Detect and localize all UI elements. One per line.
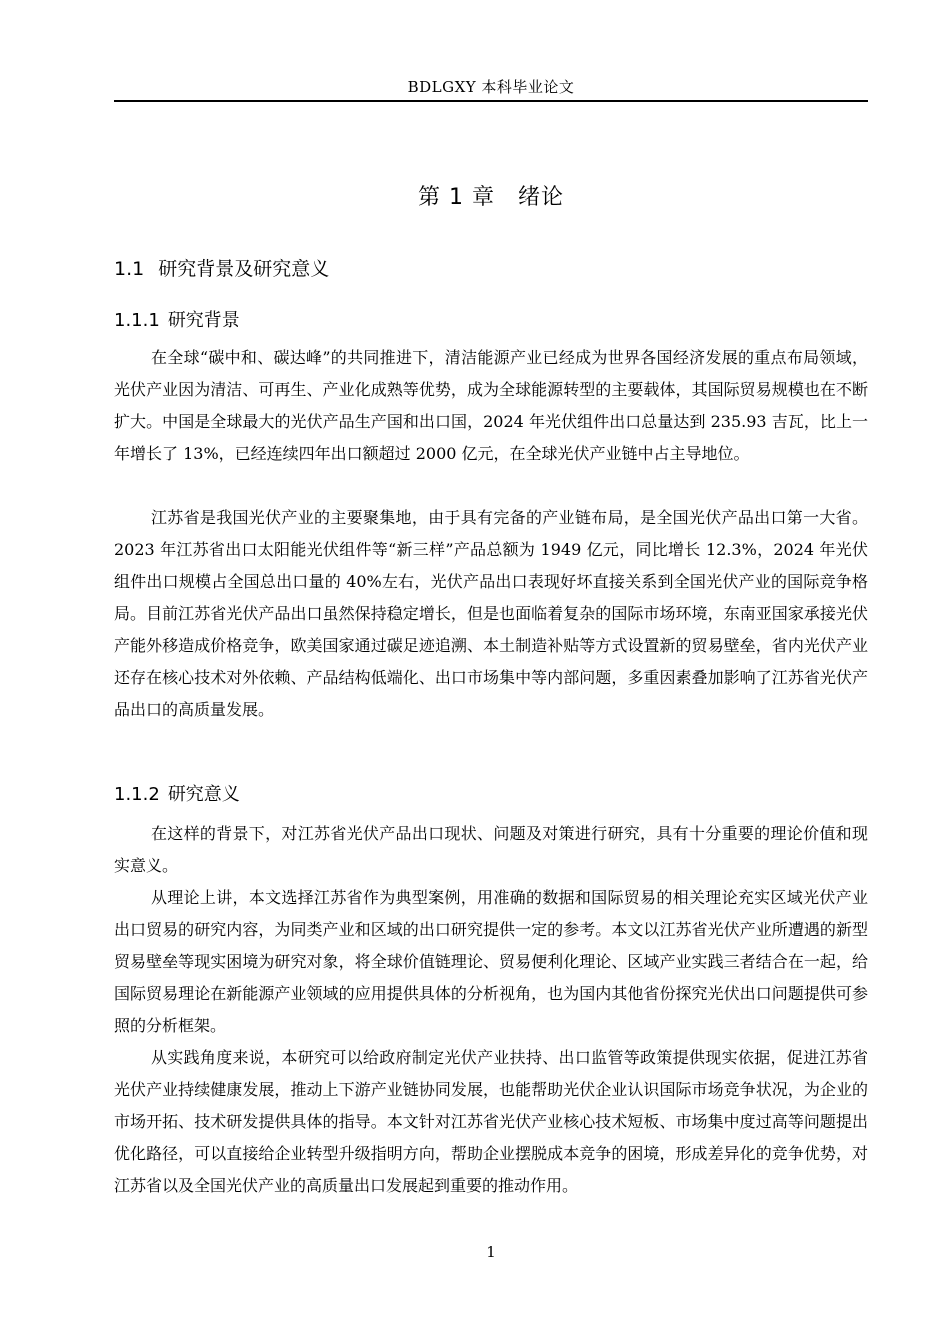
subsection-number: 1.1.2: [114, 784, 160, 805]
paragraph: 在这样的背景下，对江苏省光伏产品出口现状、问题及对策进行研究，具有十分重要的理论价值和现实意义。: [114, 824, 868, 875]
header-rule: [114, 100, 868, 102]
running-header: BDLGXY 本科毕业论文: [407, 78, 575, 96]
section-title: 研究背景及研究意义: [158, 258, 330, 280]
page-number: 1: [486, 1243, 496, 1261]
paragraph: 从理论上讲，本文选择江苏省作为典型案例，用准确的数据和国际贸易的相关理论充实区域光伏产业出口贸易的研究内容，为同类产业和区域的出口研究提供一定的参考。本文以江苏省光伏产业所遭遇的新型贸易壁垒等现实困境为研究对象，将全球价值链理论、贸易便利化理论、区域产业实践三者结合在一起，给国际贸易理论在新能源产业领域的应用提供具体的分析视角，也为国内其他省份探究光伏出口问题提供可参照的分析框架。: [114, 888, 868, 1035]
subsection-heading-1-1-1: [114, 306, 868, 332]
subsection-heading-1-1-2: [114, 780, 868, 806]
subsection-number: 1.1.1: [114, 310, 160, 331]
paragraph: 从实践角度来说，本研究可以给政府制定光伏产业扶持、出口监管等政策提供现实依据，促进江苏省光伏产业持续健康发展，推动上下游产业链协同发展，也能帮助光伏企业认识国际市场竞争状况，为企业的市场开拓、技术研发提供具体的指导。本文针对江苏省光伏产业核心技术短板、市场集中度过高等问题提出优化路径，可以直接给企业转型升级指明方向，帮助企业摆脱成本竞争的困境，形成差异化的竞争优势，对江苏省以及全国光伏产业的高质量出口发展起到重要的推动作用。: [114, 1048, 868, 1195]
chapter-title: 第 1 章 绪论: [418, 185, 564, 210]
paragraph: 在全球“碳中和、碳达峰”的共同推进下，清洁能源产业已经成为世界各国经济发展的重点布局领域，光伏产业因为清洁、可再生、产业化成熟等优势，成为全球能源转型的主要载体，其国际贸易规模也在不断扩大。中国是全球最大的光伏产品生产国和出口国，2024 年光伏组件出口总量达到 235.93 吉瓦，比上一年增长了 13%，已经连续四年出口额超过 2000 亿元，在全球光伏产业链中占主导地位。: [114, 348, 868, 463]
section-heading-1-1: [114, 254, 868, 281]
paragraph: 江苏省是我国光伏产业的主要聚集地，由于具有完备的产业链布局，是全国光伏产品出口第一大省。2023 年江苏省出口太阳能光伏组件等“新三样”产品总额为 1949 亿元，同比增长 12.3%，2024 年光伏组件出口规模占全国总出口量的 40%左右，光伏产品出口表现好坏直接关系到全国光伏产业的国际竞争格局。目前江苏省光伏产品出口虽然保持稳定增长，但是也面临着复杂的国际市场环境，东南亚国家承接光伏产能外移造成价格竞争，欧美国家通过碳足迹追溯、本土制造补贴等方式设置新的贸易壁垒，省内光伏产业还存在核心技术对外依赖、产品结构低端化、出口市场集中等内部问题，多重因素叠加影响了江苏省光伏产品出口的高质量发展。: [114, 508, 868, 719]
subsection-title: 研究意义: [167, 784, 240, 805]
subsection-title: 研究背景: [167, 310, 240, 331]
section-number: 1.1: [114, 258, 145, 280]
